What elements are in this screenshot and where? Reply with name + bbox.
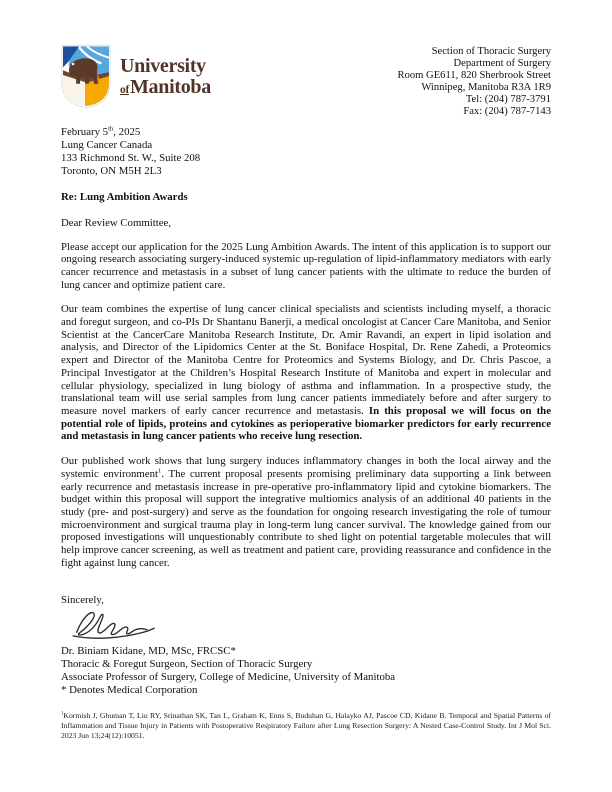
address-line: Department of Surgery	[453, 58, 551, 70]
recipient-line: 133 Richmond St. W., Suite 208	[61, 151, 201, 164]
signature-block	[61, 645, 551, 696]
wordmark-of-manitoba	[120, 77, 211, 97]
paragraph-2-normal: Our team combines the expertise of lung cancer clinical specialists and scientists including myself, a thoracic and foregut surgeon, and co-PIs Dr Shantanu Banerji, a medical oncologist at Cancer Care Manitoba, and Senior Scientist at the CancerCare Manitoba Research Institute, Dr. Amir Ravandi, an expert in lipid isolation and analysis, and Director of the Lipidomics Center at the St. Boniface Hospital, Dr. Rene Zahedi, a Proteomics expert and Director of the Manitoba Centre for Proteomics and Systems Biology, and Dr. Chris Pascoe, a Principal Investigator at the Children’s Hospital Research Institute of Manitoba and expert in molecular and cellular physiology, specialized in lung biology of asthma and inflammation. In a prospective study, the translational team will use serial samples from lung cancer patients immediately before and after surgery to measure novel markers of early cancer recurrence and metastasis.	[61, 303, 551, 417]
address-line: Winnipeg, Manitoba R3A 1R9	[421, 82, 551, 94]
paragraph-2	[61, 303, 551, 443]
address-line-fax: Fax: (204) 787-7143	[463, 106, 551, 118]
wordmark-manitoba: Manitoba	[129, 75, 211, 98]
paragraph-3-text: Our published work shows that lung surgery induces inflammatory changes in both the local airway and the systemic environment	[61, 455, 551, 480]
closing-word: Sincerely,	[61, 594, 104, 607]
wordmark-of: of	[120, 83, 129, 96]
department-address-block	[398, 46, 552, 119]
address-line: Room GE611, 820 Sherbrook Street	[397, 70, 551, 82]
footnote-number: 1	[61, 711, 64, 717]
signatory-title-2: Associate Professor of Surgery, College of Medicine, University of Manitoba	[61, 670, 396, 683]
signatory-title-1: Thoracic & Foregut Surgeon, Section of Thoracic Surgery	[61, 658, 313, 671]
address-line: Section of Thoracic Surgery	[431, 46, 551, 57]
footnote-text: Kormish J, Ghuman T, Liu RY, Srinathan SK, Tan L, Graham K, Enns S, Buduhan G, Halayko AJ, Pascoe CD, Kidane B. Temporal and Spatial Patterns of Inflammation and Tissue Injury in Patients with Postoperative Respiratory Failure after Lung Resection Surgery: A Nested Case-Control Study. Int J Mol Sci. 2023 Jun 13;24(12):10051.	[61, 711, 551, 740]
paragraph-2-bold-statement: In this proposal we will focus on the potential role of lipids, proteins and cytokines as perioperative biomarker predictors for early recurrence and metastasis in lung cancer patients who receive lung resection.	[61, 405, 551, 443]
handwritten-signature-icon	[67, 608, 171, 644]
recipient-line: Toronto, ON M5H 2L3	[61, 164, 162, 177]
letter-date: February 5th, 2025	[61, 124, 141, 138]
letterhead	[61, 44, 551, 119]
citation-superscript: 1	[158, 467, 162, 475]
address-line-tel: Tel: (204) 787-3791	[465, 94, 551, 106]
wordmark-university: University	[120, 54, 206, 77]
paragraph-1: Please accept our application for the 2025 Lung Ambition Awards. The intent of this application is to support our ongoing research associating surgery-induced systemic up-regulation of lipid-inflammatory mediators with early cancer recurrence and metastasis in a subset of lung cancer patients with the ultimate to reduce the burden of lung cancer and optimize patient care.	[61, 240, 551, 291]
salutation: Dear Review Committee,	[61, 216, 172, 229]
footnote-citation	[61, 711, 551, 740]
recipient-line: Lung Cancer Canada	[61, 138, 153, 151]
signatory-name: Dr. Biniam Kidane, MD, MSc, FRCSC*	[61, 645, 236, 658]
date-ordinal-superscript: th	[108, 124, 114, 132]
paragraph-3	[61, 455, 551, 569]
paragraph-3-text-continued: . The current proposal presents promising preliminary data supporting a link between early recurrence and metastasis increase in pre-operative pro-inflammatory lipid and cytokine biomarkers. The budget within this proposal will support the integrative multiomics analysis of an additional 40 patients in the study (pre- and post-surgery) and serve as the foundation for ongoing research investigating the role of tumour microenvironment and surgical trauma play in long-term lung cancer survival. The knowledge gained from our proposed investigations will unquestionably contribute to shed light on potential targetable molecules that will help improve cancer screening, as well as treatment and patient care, providing reassurance and confidence in the fight against lung cancer.	[61, 467, 551, 569]
date-and-recipient-block	[61, 126, 551, 178]
university-of-manitoba-shield-logo-icon	[61, 44, 111, 108]
university-brand	[61, 44, 211, 108]
university-wordmark	[120, 56, 211, 97]
medical-corporation-note: * Denotes Medical Corporation	[61, 683, 198, 696]
subject-line: Re: Lung Ambition Awards	[61, 190, 188, 203]
